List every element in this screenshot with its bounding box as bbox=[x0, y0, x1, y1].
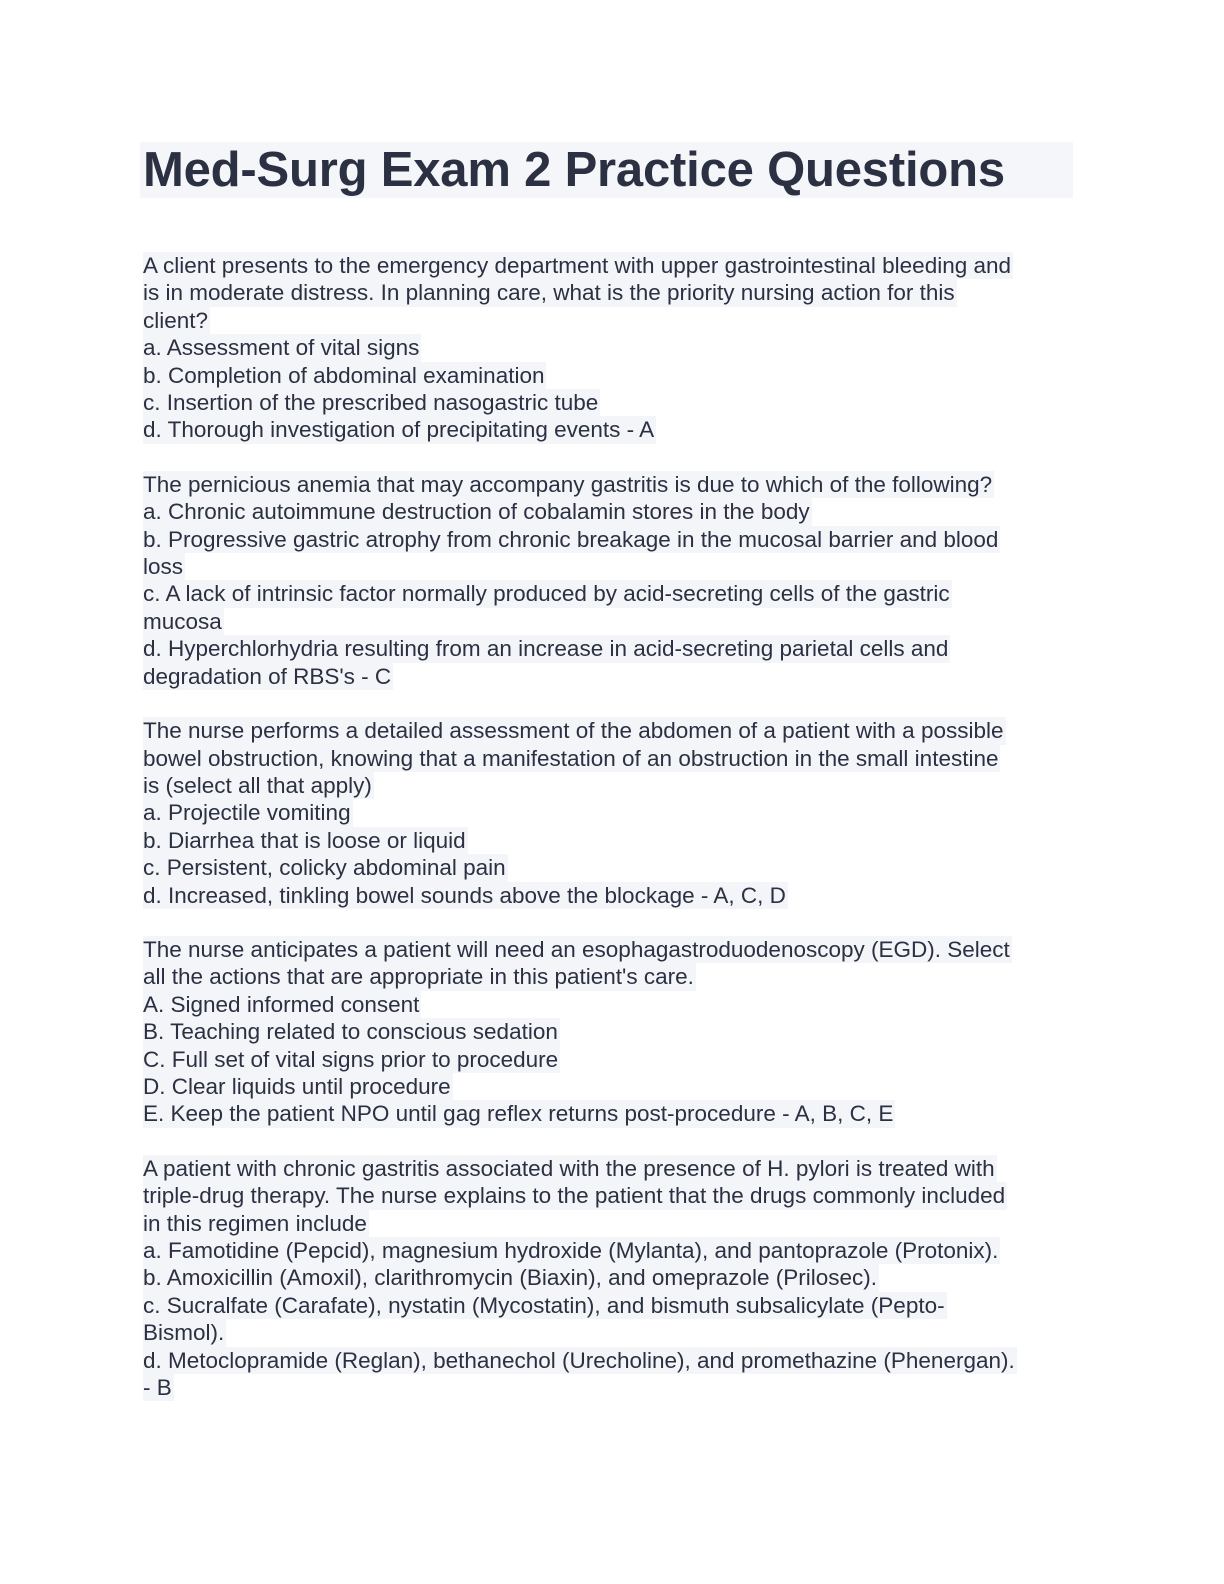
answer-option: C. Full set of vital signs prior to procedure bbox=[143, 1046, 559, 1072]
answer-option: E. Keep the patient NPO until gag reflex returns post-procedure - A, B, C, E bbox=[143, 1101, 894, 1127]
answer-option: A. Signed informed consent bbox=[143, 991, 420, 1017]
question-line: bowel obstruction, knowing that a manifestation of an obstruction in the small intestine bbox=[143, 745, 999, 771]
answer-option: - B bbox=[143, 1375, 172, 1401]
answer-option: d. Metoclopramide (Reglan), bethanechol (Urecholine), and promethazine (Phenergan). bbox=[143, 1347, 1015, 1373]
answer-option: mucosa bbox=[143, 608, 222, 634]
answer-option: D. Clear liquids until procedure bbox=[143, 1073, 451, 1099]
question-line: all the actions that are appropriate in this patient's care. bbox=[143, 964, 694, 990]
question-line: in this regimen include bbox=[143, 1210, 367, 1236]
answer-option: a. Famotidine (Pepcid), magnesium hydroxide (Mylanta), and pantoprazole (Protonix). bbox=[143, 1238, 999, 1263]
answer-option: d. Thorough investigation of precipitating events - A bbox=[143, 417, 655, 443]
answer-option: c. A lack of intrinsic factor normally produced by acid-secreting cells of the gastric bbox=[143, 581, 950, 607]
question-line: is in moderate distress. In planning care, what is the priority nursing action for this bbox=[143, 280, 955, 306]
answer-option: Bismol). bbox=[143, 1320, 225, 1346]
answer-option: B. Teaching related to conscious sedation bbox=[143, 1019, 558, 1045]
answer-option: b. Diarrhea that is loose or liquid bbox=[143, 827, 466, 853]
question-line: client? bbox=[143, 307, 209, 333]
question-line: The nurse anticipates a patient will need an esophagastroduodenoscopy (EGD). Select bbox=[143, 936, 1010, 962]
answer-option: a. Chronic autoimmune destruction of cobalamin stores in the body bbox=[143, 499, 810, 525]
answer-option: loss bbox=[143, 554, 184, 580]
answer-option: a. Assessment of vital signs bbox=[143, 335, 420, 361]
answer-option: a. Projectile vomiting bbox=[143, 800, 351, 826]
question-block-3 bbox=[143, 717, 1073, 909]
answer-option: degradation of RBS's - C bbox=[143, 663, 392, 689]
answer-option: b. Completion of abdominal examination bbox=[143, 362, 545, 388]
answer-option: c. Persistent, colicky abdominal pain bbox=[143, 855, 506, 881]
question-block-2 bbox=[143, 471, 1073, 690]
question-block-1 bbox=[143, 252, 1073, 444]
page-title: Med-Surg Exam 2 Practice Questions bbox=[143, 143, 1005, 197]
question-line: A patient with chronic gastritis associated with the presence of H. pylori is treated with bbox=[143, 1155, 995, 1181]
question-block-4 bbox=[143, 936, 1073, 1128]
question-line: The nurse performs a detailed assessment of the abdomen of a patient with a possible bbox=[143, 718, 1004, 744]
answer-option: b. Progressive gastric atrophy from chronic breakage in the mucosal barrier and blood bbox=[143, 526, 999, 552]
question-line: The pernicious anemia that may accompany gastritis is due to which of the following? bbox=[143, 471, 993, 497]
answer-option: b. Amoxicillin (Amoxil), clarithromycin (Biaxin), and omeprazole (Prilosec). bbox=[143, 1265, 877, 1291]
answer-option: d. Increased, tinkling bowel sounds above the blockage - A, C, D bbox=[143, 882, 786, 908]
answer-option: c. Insertion of the prescribed nasogastric tube bbox=[143, 390, 599, 416]
answer-option: c. Sucralfate (Carafate), nystatin (Mycostatin), and bismuth subsalicylate (Pepto- bbox=[143, 1292, 945, 1318]
question-line: is (select all that apply) bbox=[143, 772, 372, 798]
questions-list bbox=[143, 252, 1073, 1428]
question-block-5 bbox=[143, 1155, 1073, 1402]
question-line: triple-drug therapy. The nurse explains to the patient that the drugs commonly included bbox=[143, 1183, 1006, 1209]
question-line: A client presents to the emergency department with upper gastrointestinal bleeding and bbox=[143, 253, 1012, 278]
answer-option: d. Hyperchlorhydria resulting from an increase in acid-secreting parietal cells and bbox=[143, 636, 949, 662]
